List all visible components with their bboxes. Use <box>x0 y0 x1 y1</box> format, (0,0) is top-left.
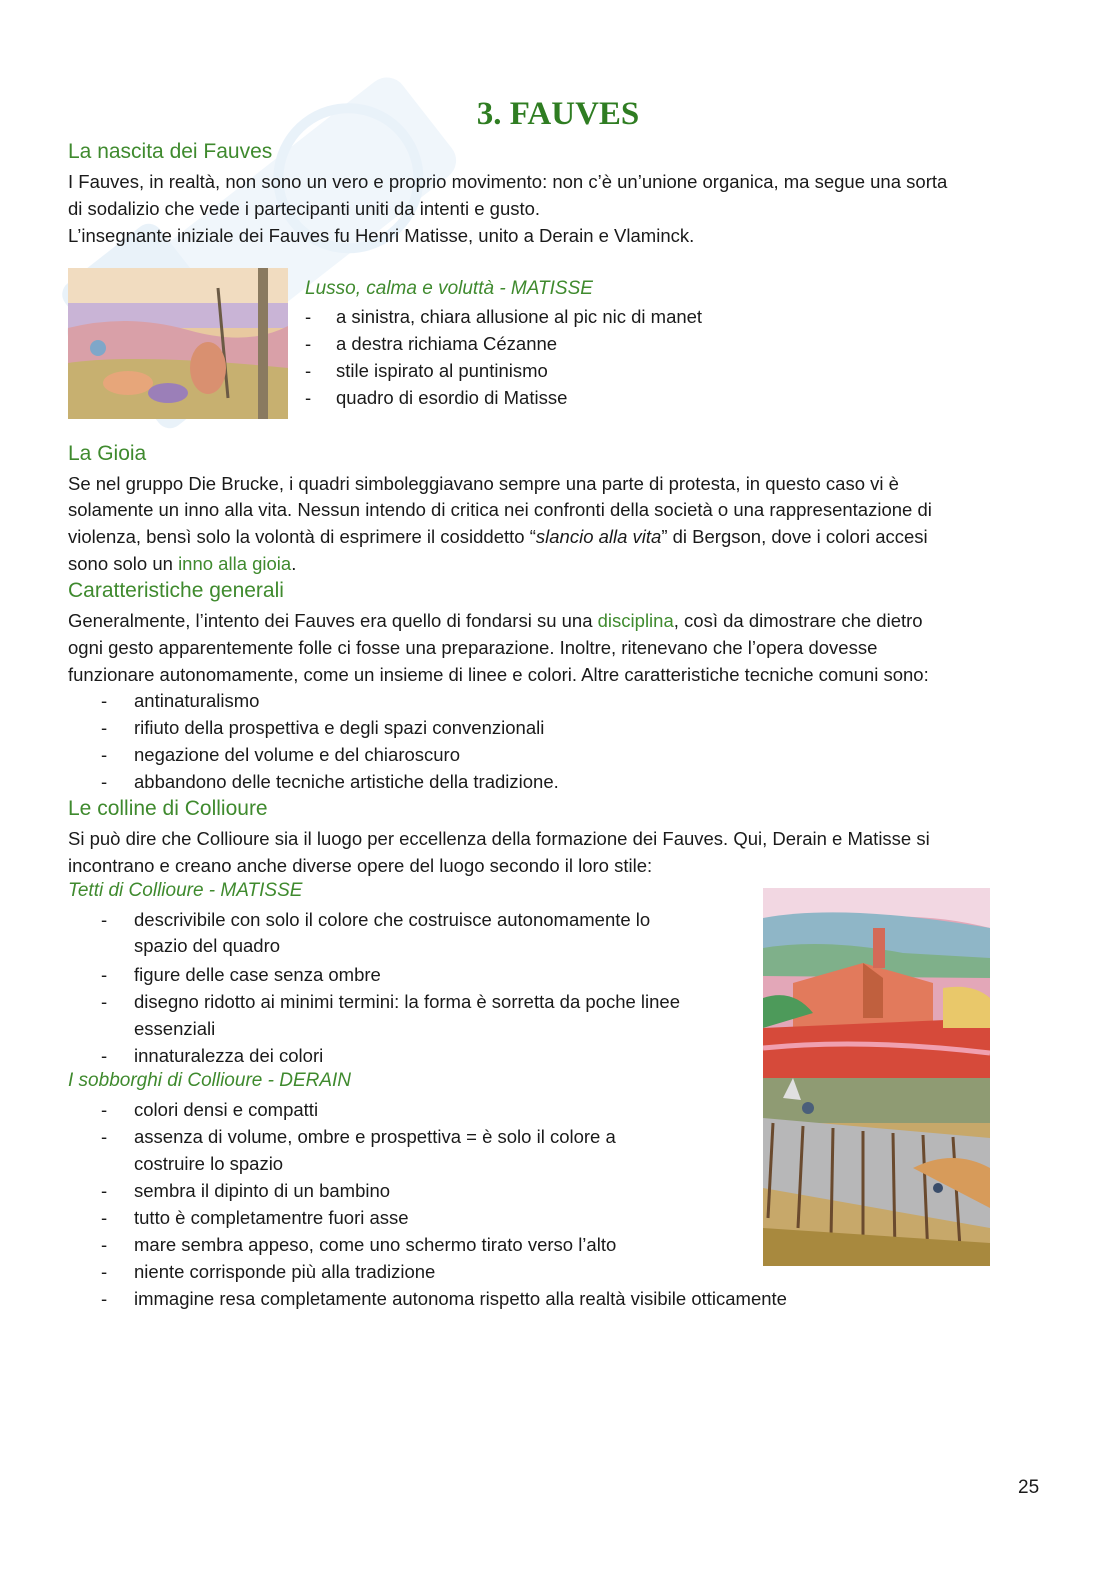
bullet-dash: - <box>101 964 108 985</box>
paragraph-line: Generalmente, l’intento dei Fauves era quello di fondarsi su una disciplina, così da dimostrare che dietro <box>68 610 923 631</box>
bullet-dash: - <box>101 1126 108 1147</box>
painting-lusso-calma-volutta <box>68 268 288 419</box>
bullet-dash: - <box>101 771 108 792</box>
bullet-dash: - <box>305 333 312 354</box>
page-number: 25 <box>1018 1477 1040 1498</box>
heading-caratteristiche: Caratteristiche generali <box>68 579 284 602</box>
bullet-dash: - <box>101 991 108 1012</box>
caption-sobborghi: I sobborghi di Collioure - DERAIN <box>68 1070 352 1091</box>
list-item: colori densi e compatti <box>134 1099 319 1120</box>
list-item-continuation: costruire lo spazio <box>134 1153 284 1174</box>
painting-tetti-di-collioure <box>763 888 990 1078</box>
bullet-dash: - <box>101 1180 108 1201</box>
bullet-dash: - <box>101 1234 108 1255</box>
paragraph-line: ogni gesto apparentemente folle ci fosse una preparazione. Inoltre, ritenevano che l’opera dovesse <box>68 637 878 658</box>
list-item: mare sembra appeso, come uno schermo tirato verso l’alto <box>134 1234 617 1255</box>
list-item: descrivibile con solo il colore che costruisce autonomamente lo <box>134 909 651 930</box>
paragraph-line: funzionare autonomamente, come un insieme di linee e colori. Altre caratteristiche tecniche comuni sono: <box>68 664 929 685</box>
paragraph-line: Se nel gruppo Die Brucke, i quadri simboleggiavano sempre una parte di protesta, in questo caso vi è <box>68 473 899 494</box>
list-item: antinaturalismo <box>134 690 260 711</box>
bullet-dash: - <box>305 387 312 408</box>
list-item-continuation: spazio del quadro <box>134 935 281 956</box>
caption-tetti: Tetti di Collioure - MATISSE <box>68 880 303 901</box>
list-item: abbandono delle tecniche artistiche della tradizione. <box>134 771 559 792</box>
bullet-dash: - <box>305 306 312 327</box>
list-item: quadro di esordio di Matisse <box>336 387 568 408</box>
highlight-disciplina: disciplina <box>597 610 674 631</box>
highlight-inno: inno alla gioia <box>178 553 292 574</box>
list-item: stile ispirato al puntinismo <box>336 360 548 381</box>
list-item: disegno ridotto ai minimi termini: la forma è sorretta da poche linee <box>134 991 681 1012</box>
bullet-dash: - <box>101 744 108 765</box>
bullet-dash: - <box>101 1261 108 1282</box>
bullet-dash: - <box>101 1288 108 1309</box>
emphasis-slancio: slancio alla vita <box>535 526 662 547</box>
heading-collioure: Le colline di Collioure <box>68 797 268 820</box>
paragraph-line: violenza, bensì solo la volontà di esprimere il cosiddetto “slancio alla vita” di Bergson, dove i colori accesi <box>68 526 928 547</box>
paragraph-line: incontrano e creano anche diverse opere del luogo secondo il loro stile: <box>68 855 653 876</box>
page-title: 3. FAUVES <box>476 96 640 132</box>
bullet-dash: - <box>101 717 108 738</box>
paragraph-line: sono solo un inno alla gioia. <box>68 553 297 574</box>
list-item: a destra richiama Cézanne <box>336 333 558 354</box>
list-item: niente corrisponde più alla tradizione <box>134 1261 436 1282</box>
list-item: assenza di volume, ombre e prospettiva = è solo il colore a <box>134 1126 616 1147</box>
paragraph-line: Si può dire che Collioure sia il luogo per eccellenza della formazione dei Fauves. Qui, Derain e Matisse si <box>68 828 930 849</box>
bullet-dash: - <box>101 1099 108 1120</box>
bullet-dash: - <box>101 690 108 711</box>
caption-lusso: Lusso, calma e voluttà - MATISSE <box>305 278 593 299</box>
list-item: sembra il dipinto di un bambino <box>134 1180 391 1201</box>
list-item: innaturalezza dei colori <box>134 1045 324 1066</box>
list-item: a sinistra, chiara allusione al pic nic di manet <box>336 306 703 327</box>
bullet-dash: - <box>101 1045 108 1066</box>
list-item: rifiuto della prospettiva e degli spazi convenzionali <box>134 717 545 738</box>
list-item: tutto è completamentre fuori asse <box>134 1207 409 1228</box>
heading-nascita: La nascita dei Fauves <box>68 140 273 163</box>
bullet-dash: - <box>101 1207 108 1228</box>
paragraph-line: di sodalizio che vede i partecipanti uniti da intenti e gusto. <box>68 198 541 219</box>
list-item-continuation: essenziali <box>134 1018 216 1039</box>
bullet-dash: - <box>101 909 108 930</box>
bullet-dash: - <box>305 360 312 381</box>
list-item: negazione del volume e del chiaroscuro <box>134 744 461 765</box>
paragraph-line: L’insegnante iniziale dei Fauves fu Henri Matisse, unito a Derain e Vlaminck. <box>68 225 695 246</box>
painting-sobborghi-di-collioure <box>763 1078 990 1266</box>
paragraph-line: I Fauves, in realtà, non sono un vero e proprio movimento: non c’è un’unione organica, ma segue una sorta <box>68 171 948 192</box>
paragraph-line: solamente un inno alla vita. Nessun intendo di critica nei confronti della società o una rappresentazione di <box>68 499 932 520</box>
list-item: figure delle case senza ombre <box>134 964 381 985</box>
list-item: immagine resa completamente autonoma rispetto alla realtà visibile otticamente <box>134 1288 787 1309</box>
heading-gioia: La Gioia <box>68 442 147 465</box>
